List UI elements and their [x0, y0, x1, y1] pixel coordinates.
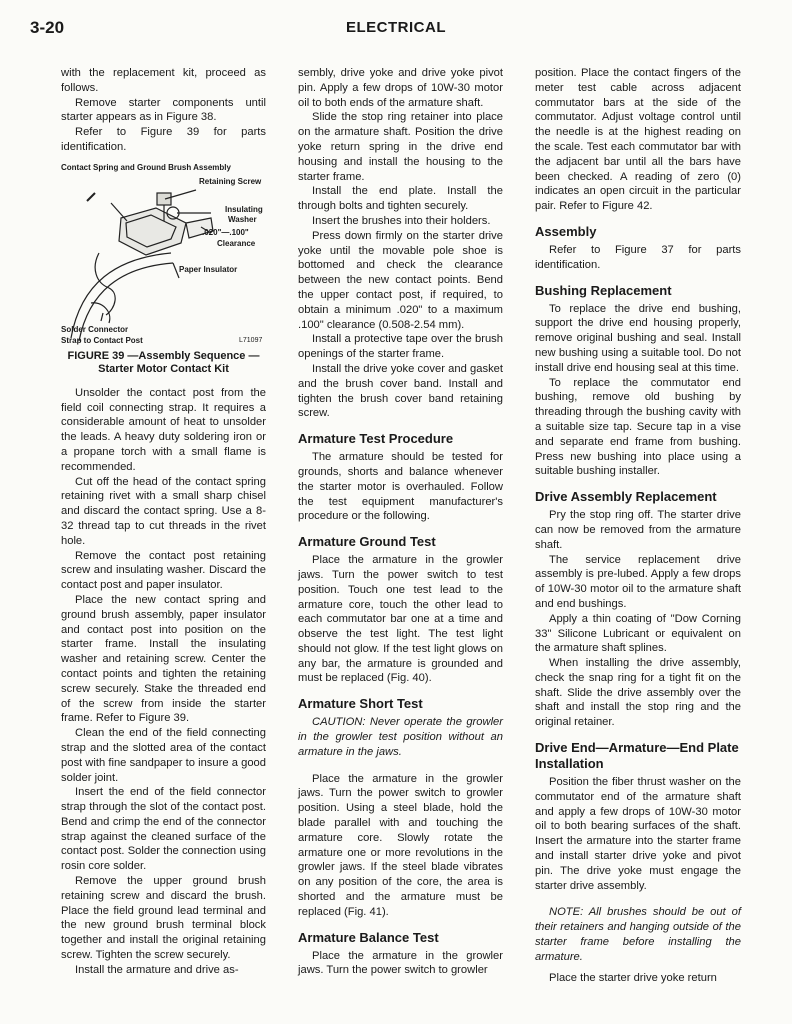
retaining-screw-head	[157, 193, 171, 205]
solder-connector	[91, 303, 110, 323]
spacer	[535, 893, 741, 905]
paragraph: Cut off the head of the contact spring retaining rivet with a small sharp chisel and discard the contact spring. Use a 8-32 thread tap to cut threads in the rivet hole.	[61, 475, 266, 547]
label-retaining-screw: Retaining Screw	[199, 176, 262, 186]
figure-code: L71097	[239, 336, 263, 344]
paragraph: Place the starter drive yoke return	[549, 971, 717, 984]
spacer	[298, 760, 503, 772]
label-insulating-washer-1: Insulating	[225, 204, 263, 214]
paragraph: Place the armature in the growler jaws. Turn the power switch to growler position. Using a steel blade, hold the blade parallel with and touching the armature core. Slowly rotate the armature one or more revolutions in the growler jaws. If the steel blade vibrates on any position of the core, the area is shorted and the armature must be replaced (Fig. 41).	[298, 772, 503, 918]
paragraph: Install a protective tape over the brush openings of the starter frame.	[298, 333, 503, 361]
label-clearance-value: .020"—.100"	[202, 227, 249, 237]
heading-armature-test-procedure: Armature Test Procedure	[298, 431, 454, 447]
paragraph: Apply a thin coating of "Dow Corning 33" Silicone Lubricant or equivalent on the armature shaft splines.	[535, 612, 741, 655]
paragraph: The armature should be tested for grounds, shorts and balance whenever the starter motor is overhauled. Follow the test equipment manufacturer's procedure or the following.	[298, 451, 503, 523]
figure-caption-line-2: Starter Motor Contact Kit	[98, 362, 229, 375]
page-header	[0, 18, 792, 40]
paragraph: Install the armature and drive as-	[75, 963, 239, 976]
label-clearance: Clearance	[217, 238, 256, 248]
paragraph: Clean the end of the field connecting strap and the slotted area of the contact post with fine sandpaper to insure a good solder joint.	[61, 727, 266, 784]
heading-assembly: Assembly	[535, 223, 597, 239]
heading-armature-short-test: Armature Short Test	[298, 696, 423, 712]
paragraph: Install the end plate. Install the through bolts and tighten securely.	[298, 185, 503, 213]
paragraph: Pry the stop ring off. The starter drive can now be removed from the armature shaft.	[535, 509, 741, 551]
column-1	[61, 66, 266, 978]
section-title: ELECTRICAL	[346, 19, 446, 36]
figure-caption-line-1: FIGURE 39 —Assembly Sequence —	[67, 349, 260, 362]
label-paper-insulator: Paper Insulator	[179, 264, 238, 274]
heading-drive-assembly-replacement: Drive Assembly Replacement	[535, 489, 717, 505]
paragraph: position. Place the contact fingers of the meter test cable across adjacent commutator bars at the side of the commutator. Adjust voltage control until the needle is at the highest reading on the scale. Test each commutator bar with the adjacent bar until all the bars have been checked. A reading of zero (0) indicates an open circuit in the particular pair. Refer to Figure 42.	[535, 67, 741, 213]
label-insulating-washer-2: Washer	[228, 214, 257, 224]
heading-armature-ground-test: Armature Ground Test	[298, 534, 436, 550]
note: NOTE: All brushes should be out of their retainers and hanging outside of the starter frame before installing the armature.	[535, 906, 741, 963]
paragraph: Refer to Figure 39 for parts identification.	[61, 126, 266, 153]
paragraph: Refer to Figure 37 for parts identification.	[535, 243, 741, 271]
figure-caption	[61, 350, 266, 376]
paragraph: To replace the drive end bushing, support the drive end housing properly, remove original bushing and seal. Install new bushing using a suitable tool. Do not install drive end housing seal at this time.	[535, 302, 741, 374]
label-solder-connector: Solder Connector	[61, 324, 129, 334]
page-number: 3-20	[30, 18, 65, 37]
paragraph: Insert the brushes into their holders.	[312, 214, 491, 227]
paragraph: with the replacement kit, proceed as follows.	[61, 67, 266, 94]
caution-note: CAUTION: Never operate the growler in the growler test position without an armature in the jaws.	[298, 716, 503, 758]
column-2	[298, 66, 503, 978]
paragraph: Unsolder the contact post from the field coil connecting strap. It requires a considerable amount of heat to unsolder the leads. A heavy duty soldering iron or a propane torch with a small flame is recommended.	[61, 386, 266, 473]
paragraph: Remove the upper ground brush retaining screw and discard the brush. Place the field ground lead terminal and the new ground brush terminal block together and install the original retaining screw. Tighten the screw securely.	[61, 875, 266, 962]
heading-armature-balance-test: Armature Balance Test	[298, 929, 439, 945]
paragraph: Insert the end of the field connector strap through the slot of the contact post. Bend and crimp the end of the connector strap against the cleaned surface of the contact post. Solder the connection using rosin core solder.	[61, 786, 266, 873]
brush-assembly	[119, 208, 186, 255]
label-strap: Strap to Contact Post	[61, 335, 143, 345]
paragraph: Place the armature in the growler jaws. Turn the power switch to test position. Touch one test lead to the armature core, touch the other lead to each commutator bar one at a time and observe the test light. The test light should not glow. If the test light glows on any bar, the armature is grounded and must be replaced (Fig. 40).	[298, 554, 503, 685]
label-contact-spring: Contact Spring and Ground Brush Assembly	[61, 162, 231, 172]
leader	[101, 313, 103, 321]
heading-bushing-replacement: Bushing Replacement	[535, 282, 672, 298]
paragraph: Install the drive yoke cover and gasket and the brush cover band. Install and tighten the brush cover band retaining screw.	[298, 362, 503, 420]
paragraph: Slide the stop ring retainer into place on the armature shaft. Position the drive yoke return spring in the drive end housing and install the housing to the starter frame.	[298, 111, 503, 183]
column-3	[535, 66, 741, 985]
heading-drive-end-installation: Drive End—Armature—End Plate Installation	[535, 740, 739, 772]
paragraph: To replace the commutator end bushing, remove old bushing by threading through the bushing cavity with a suitable size tap. Secure tap in a vise and separate end frame from bushing. Press new bushing into place using a suitable bushing installer.	[535, 376, 741, 478]
paragraph: Place the armature in the growler jaws. Turn the power switch to growler	[298, 949, 503, 977]
paragraph: Remove starter components until starter appears as in Figure 38.	[61, 96, 266, 124]
paragraph: Place the new contact spring and ground brush assembly, paper insulator and contact post into position on the starter frame. Install the insulating washer and retaining screw. Center the contact points and tighten the retaining screw securely. Stake the threaded end of the screw from inside the starter frame. Refer to Figure 39.	[61, 593, 266, 725]
paragraph: When installing the drive assembly, check the snap ring for a tight fit on the shaft. Slide the drive assembly over the shaft and install the stop ring and the original retainer.	[535, 657, 741, 729]
paragraph: Press down firmly on the starter drive yoke until the movable pole shoe is bottomed and check the clearance between the new contact points. Bend the upper contact post, if required, to obtain a minimum .020" to a maximum .100" clearance (0.508-2.54 mm).	[298, 229, 503, 331]
figure-39-illustration	[61, 163, 266, 348]
leader	[111, 203, 127, 221]
paragraph: sembly, drive yoke and drive yoke pivot pin. Apply a few drops of 10W-30 motor oil to both ends of the armature shaft.	[298, 67, 503, 109]
starter-contact-kit-drawing	[61, 163, 266, 348]
paragraph: Remove the contact post retaining screw and insulating washer. Discard the contact post and paper insulator.	[61, 549, 266, 592]
paragraph: The service replacement drive assembly is pre-lubed. Apply a few drops of 10W-30 motor oil to the armature shaft and end bushings.	[535, 553, 741, 610]
rivet	[87, 193, 95, 201]
paragraph: Position the fiber thrust washer on the commutator end of the armature shaft and apply a few drops of 10W-30 motor oil to both bearing surfaces of the shaft. Insert the armature into the starter frame and install starter drive yoke and pivot pin. The drive yoke must engage the starter drive assembly.	[535, 776, 741, 892]
